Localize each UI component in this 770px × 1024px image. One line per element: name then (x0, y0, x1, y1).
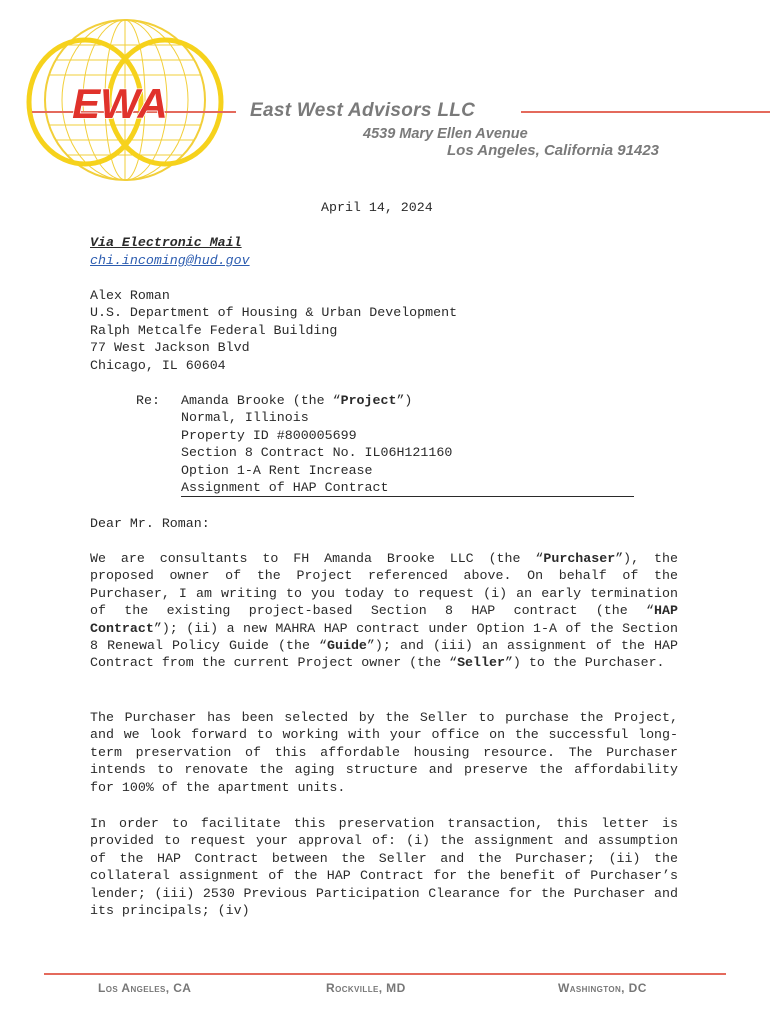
recipient-org: U.S. Department of Housing & Urban Development (90, 305, 458, 321)
re-assignment: Assignment of HAP Contract (181, 480, 389, 496)
footer-office-dc: Washington, DC (558, 981, 647, 995)
paragraph-2: The Purchaser has been selected by the Seller to purchase the Project, and we look forward to working with your office on the successful long-term preservation of this affordable housing resource. The Purchaser intends to renovate the aging structure and preserve the affordability for 100% of the apartment units. (90, 710, 678, 795)
company-street: 4539 Mary Ellen Avenue (363, 126, 528, 142)
re-location: Normal, Illinois (181, 410, 309, 426)
footer-office-la: Los Angeles, CA (98, 981, 192, 995)
letterhead-rule (521, 111, 770, 113)
re-property-id: Property ID #800005699 (181, 427, 357, 443)
company-name: East West Advisors LLC (250, 100, 476, 121)
letter-date: April 14, 2024 (321, 200, 433, 215)
paragraph-3: In order to facilitate this preservation transaction, this letter is provided to request your approval of: (i) the assignment and assumption of the HAP Contract between the Seller and the Purchaser; (ii) the collateral assignment of the HAP Contract for the benefit of Purchaser’s lender; (iii) 2530 Previous Participation Clearance for the Purchaser and its principals; (iv) (90, 816, 678, 919)
letterhead (0, 0, 770, 200)
salutation: Dear Mr. Roman: (90, 516, 210, 531)
recipient-email-link[interactable]: chi.incoming@hud.gov (90, 253, 250, 268)
recipient-city: Chicago, IL 60604 (90, 357, 226, 373)
footer-rule (44, 973, 726, 975)
re-project: Amanda Brooke (the “Project”) (181, 393, 413, 408)
paragraph-1: We are consultants to FH Amanda Brooke LLC (the “Purchaser”), the proposed owner of the Project referenced above. On behalf of the Purchaser, I am writing to you today to request (i) an early termination of the existing project-based Section 8 HAP contract (the “HAP Contract”); (ii) a new MAHRA HAP contract under Option 1-A of the Section 8 Renewal Policy Guide (the “Guide”); and (iii) an assignment of the HAP Contract from the current Project owner (the “Seller”) to the Purchaser. (90, 551, 678, 671)
recipient-address (90, 287, 457, 374)
ewa-globe-logo-icon (0, 0, 250, 200)
re-underline (181, 496, 634, 497)
re-option: Option 1-A Rent Increase (181, 462, 373, 478)
re-label: Re: (136, 393, 160, 408)
recipient-street: 77 West Jackson Blvd (90, 340, 250, 356)
logo-text: EWA (72, 80, 168, 127)
footer-office-rockville: Rockville, MD (326, 981, 406, 995)
recipient-building: Ralph Metcalfe Federal Building (90, 322, 338, 338)
delivery-method: Via Electronic Mail (90, 235, 242, 250)
re-contract-no: Section 8 Contract No. IL06H121160 (181, 445, 453, 461)
re-block (181, 392, 452, 496)
company-city: Los Angeles, California 91423 (447, 142, 660, 159)
recipient-name: Alex Roman (90, 288, 170, 303)
